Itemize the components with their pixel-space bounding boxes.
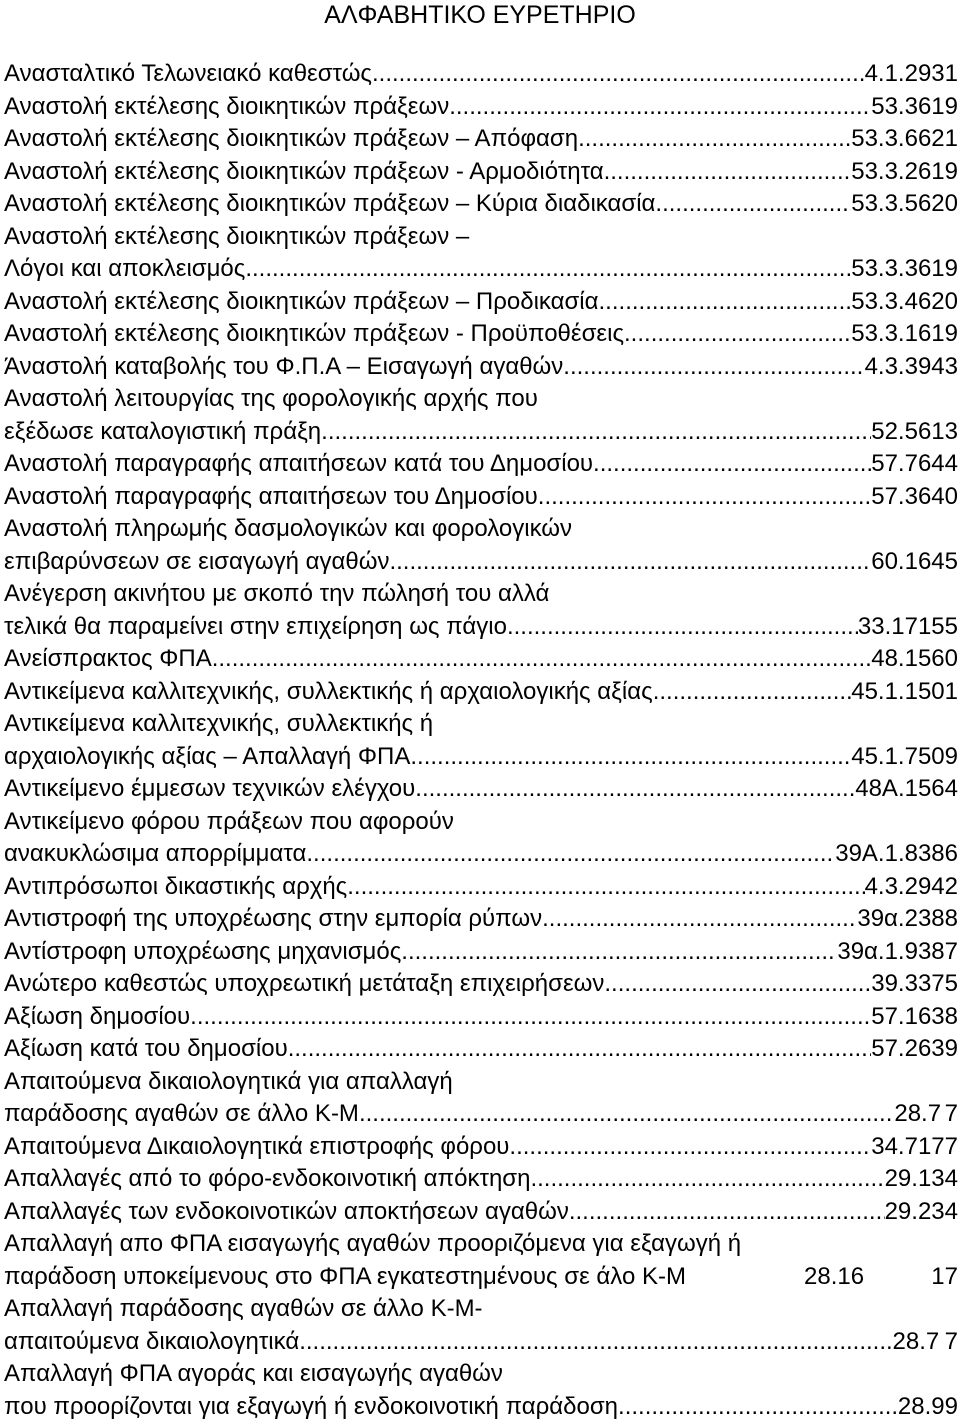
index-term: Αντίστροφη υποχρέωσης μηχανισμός [4,936,401,969]
index-entry-final-line [4,1326,958,1359]
index-term: Αντικείμενα καλλιτεχνικής, συλλεκτικής ή αρχαιολογικής αξίας [4,676,653,709]
section-ref: 39Α.1.8 [835,838,918,871]
section-ref: 34.7 [871,1131,918,1164]
index-term: Αντιστροφή της υποχρέωσης στην εμπορία ρύπων [4,903,542,936]
leader-dots [288,1033,872,1066]
leader-dots [563,351,864,384]
page-number: 619 [918,156,958,189]
index-term: Απαιτούμενα Δικαιολογητικά επιστροφής φόρου [4,1131,509,1164]
section-ref: 57.7 [871,448,918,481]
index-entry-final-line [4,448,958,481]
section-ref: 33.17 [858,611,918,644]
index-entry-line [4,1066,958,1099]
section-ref: 53.3.1 [851,318,918,351]
index-term: Αναστολή εκτέλεσης διοικητικών πράξεων - Αρμοδιότητα [4,156,604,189]
index-term: Αναστολή παραγραφής απαιτήσεων κατά του Δημοσίου [4,448,593,481]
section-ref: 45.1.1 [851,676,918,709]
index-entry [4,708,958,773]
section-ref: 39α.1.9 [837,936,918,969]
index-entry [4,58,958,91]
index-entry-final-line [4,643,958,676]
index-entry-final-line [4,546,958,579]
index-entry [4,806,958,871]
page-number: 639 [918,1033,958,1066]
section-ref: 53.3.5 [851,188,918,221]
index-entry [4,286,958,319]
index-term: Αναστολή εκτέλεσης διοικητικών πράξεων – Απόφαση [4,123,578,156]
leader-dots [410,741,851,774]
section-ref: 28.9 [898,1391,945,1423]
leader-dots [569,1196,885,1229]
page-number: 34 [931,1163,958,1196]
index-entry [4,188,958,221]
index-entry-line [4,708,958,741]
index-entry-line [4,578,958,611]
page-number: 177 [918,1131,958,1164]
index-entry-final-line [4,58,958,91]
index-entry-final-line [4,286,958,319]
leader-dots [604,968,871,1001]
leader-dots [530,1163,884,1196]
section-ref: 45.1.7 [851,741,918,774]
index-entry [4,1001,958,1034]
page-number: 34 [931,1196,958,1229]
leader-dots [401,936,837,969]
index-term: Αξίωση δημοσίου [4,1001,190,1034]
index-entry [4,513,958,578]
index-entry [4,221,958,286]
index-term: Αναστολή εκτέλεσης διοικητικών πράξεων - Προϋποθέσεις [4,318,624,351]
section-ref: 4.3.2 [865,871,918,904]
index-entry-line [4,1228,958,1261]
page-number: 942 [918,871,958,904]
page-number: 943 [918,351,958,384]
index-entry-final-line [4,936,958,969]
index-entry-final-line [4,968,958,1001]
section-ref: 4.1.2 [865,58,918,91]
index-entry [4,1131,958,1164]
section-ref: 39.3 [871,968,918,1001]
leader-dots [653,676,852,709]
section-ref: 28.7 [894,1098,941,1131]
index-entry-final-line [4,741,958,774]
page-number: 619 [918,91,958,124]
index-entry-final-line [4,1163,958,1196]
index-term: Απαιτούμενα δικαιολογητικά για απαλλαγή [4,1068,453,1095]
index-term: Λόγοι και αποκλεισμός [4,253,245,286]
index-entry [4,448,958,481]
index-entry [4,123,958,156]
page-number: 640 [918,481,958,514]
page-number: 501 [918,676,958,709]
index-term: Ανασταλτικό Τελωνειακό καθεστώς [4,58,372,91]
index-term: Αναστολή παραγραφής απαιτήσεων του Δημοσίου [4,481,538,514]
index-term: τελικά θα παραμείνει στην επιχείρηση ως πάγιο [4,611,507,644]
index-entry [4,1228,958,1293]
index-entry-line [4,1358,958,1391]
index-term: Αναστολή εκτέλεσης διοικητικών πράξεων [4,91,449,124]
index-entry-final-line [4,351,958,384]
section-ref: 4.3.3 [865,351,918,384]
section-ref: 28.16 [804,1261,904,1294]
index-entry-line [4,383,958,416]
index-entry [4,156,958,189]
section-ref: 53.3.4 [851,286,918,319]
leader-dots [347,871,864,904]
leader-dots [542,903,857,936]
index-term: επιβαρύνσεων σε εισαγωγή αγαθών [4,546,389,579]
index-entry-final-line [4,416,958,449]
index-entry-final-line [4,676,958,709]
page-number: 388 [918,903,958,936]
index-entry [4,1033,958,1066]
index-term: απαιτούμενα δικαιολογητικά [4,1326,299,1359]
section-ref: 48.1 [871,643,918,676]
index-term: Αξίωση κατά του δημοσίου [4,1033,288,1066]
index-term: Ανείσπρακτος ΦΠΑ [4,643,212,676]
leader-dots [415,773,855,806]
leader-dots [599,286,852,319]
leader-dots [593,448,871,481]
index-term: Ανέγερση ακινήτου με σκοπό την πώλησή του αλλά [4,580,549,607]
section-ref: 52.5 [871,416,918,449]
leader-dots [538,481,871,514]
index-entry [4,1293,958,1358]
page-number: 620 [918,188,958,221]
index-entry [4,936,958,969]
index-term: παράδοσης αγαθών σε άλλο Κ-Μ [4,1098,359,1131]
index-entry [4,676,958,709]
index-term: Άναστολή καταβολής του Φ.Π.Α – Εισαγωγή αγαθών [4,351,563,384]
index-term: Αναστολή λειτουργίας της φορολογικής αρχής που [4,385,538,412]
index-term: αρχαιολογικής αξίας – Απαλλαγή ΦΠΑ [4,741,410,774]
index-term: Αντικείμενα καλλιτεχνικής, συλλεκτικής ή [4,710,433,737]
index-term: Αναστολή εκτέλεσης διοικητικών πράξεων – Προδικασία [4,286,599,319]
index-term: που προορίζονται για εξαγωγή ή ενδοκοινοτική παράδοση [4,1391,618,1423]
index-entry-line [4,513,958,546]
index-term: Απαλλαγή απο ΦΠΑ εισαγωγής αγαθών προοριζόμενα για εξαγωγή ή [4,1230,741,1257]
leader-dots [299,1326,892,1359]
index-entry-final-line [4,838,958,871]
index-term: Απαλλαγή παράδοσης αγαθών σε άλλο Κ-Μ- [4,1295,483,1322]
leader-dots [655,188,851,221]
leader-dots [321,416,871,449]
index-entry-final-line [4,481,958,514]
page-number: 619 [918,253,958,286]
leader-dots [389,546,871,579]
index-entry-final-line [4,156,958,189]
index-entry [4,318,958,351]
page-number: 375 [918,968,958,1001]
leader-dots [624,318,851,351]
index-entry-final-line [4,91,958,124]
page-number: 155 [918,611,958,644]
leader-dots [372,58,865,91]
index-term: Αναστολή εκτέλεσης διοικητικών πράξεων – [4,223,469,250]
page-number: 387 [918,936,958,969]
index-entry [4,351,958,384]
index-term: ανακυκλώσιμα απορρίμματα [4,838,306,871]
page-number: 386 [918,838,958,871]
index-entry [4,643,958,676]
leader-dots [604,156,852,189]
index-entry-final-line [4,123,958,156]
page-number: 9 [945,1391,958,1423]
section-ref: 48Α.1 [855,773,918,806]
index-entry [4,1163,958,1196]
index-entry-final-line [4,1098,958,1131]
index-term: παράδοση υποκείμενους στο ΦΠΑ εγκατεστημένους σε άλο Κ-Μ [4,1261,686,1294]
index-entry [4,1066,958,1131]
leader-dots [359,1098,894,1131]
page-number: 560 [918,643,958,676]
index-list [4,58,958,1423]
leader-dots [507,611,858,644]
index-entry-final-line [4,188,958,221]
index-term: Αντιπρόσωποι δικαστικής αρχής [4,871,347,904]
leader-dots [449,91,871,124]
page-number: 619 [918,318,958,351]
section-ref: 53.3 [871,91,918,124]
page-number: 644 [918,448,958,481]
index-term: Ανώτερο καθεστώς υποχρεωτική μετάταξη επιχειρήσεων [4,968,604,1001]
page-title: ΑΛΦΑΒΗΤΙΚΟ ΕΥΡΕΤΗΡΙΟ [0,0,960,30]
index-entry-final-line [4,1033,958,1066]
section-ref: 53.3.2 [851,156,918,189]
page-number: 931 [918,58,958,91]
index-entry [4,1358,958,1423]
section-ref: 53.3.6 [851,123,918,156]
index-entry-final-line [4,773,958,806]
page-number: 613 [918,416,958,449]
index-entry-final-line [4,1261,958,1294]
page-number: 7 [939,1326,958,1359]
index-entry-final-line [4,1391,958,1423]
index-entry [4,91,958,124]
leader-dots [245,253,851,286]
section-ref: 57.2 [871,1033,918,1066]
index-entry-final-line [4,871,958,904]
page-number: 564 [918,773,958,806]
index-term: Απαλλαγή ΦΠΑ αγοράς και εισαγωγής αγαθών [4,1360,503,1387]
section-ref: 29.2 [885,1196,932,1229]
index-term: Αντικείμενο έμμεσων τεχνικών ελέγχου [4,773,415,806]
section-ref: 53.3.3 [851,253,918,286]
page-number: 621 [918,123,958,156]
page-number: 7 [941,1098,958,1131]
index-term: Απαλλαγές των ενδοκοινοτικών αποκτήσεων αγαθών [4,1196,569,1229]
index-entry-final-line [4,611,958,644]
page-number: 620 [918,286,958,319]
index-entry-final-line [4,253,958,286]
index-entry-final-line [4,318,958,351]
page-number: 645 [918,546,958,579]
section-ref: 57.1 [871,1001,918,1034]
leader-dots [212,643,872,676]
section-ref: 60.1 [871,546,918,579]
index-entry-final-line [4,1001,958,1034]
index-entry [4,1196,958,1229]
index-term: Απαλλαγές από το φόρο-ενδοκοινοτική απόκτηση [4,1163,530,1196]
index-entry-final-line [4,1131,958,1164]
index-term: Αναστολή εκτέλεσης διοικητικών πράξεων – Κύρια διαδικασία [4,188,655,221]
page-number: 17 [904,1261,958,1294]
page-number: 638 [918,1001,958,1034]
index-term: Αντικείμενο φόρου πράξεων που αφορούν [4,808,454,835]
section-ref: 28.7 [893,1326,940,1359]
section-ref: 29.1 [885,1163,932,1196]
index-entry-final-line [4,1196,958,1229]
section-ref: 39α.2 [857,903,918,936]
index-term: εξέδωσε καταλογιστική πράξη [4,416,321,449]
leader-dots [578,123,851,156]
index-entry [4,968,958,1001]
index-entry [4,871,958,904]
page-number: 509 [918,741,958,774]
leader-dots [509,1131,871,1164]
index-entry [4,578,958,643]
index-entry-line [4,1293,958,1326]
index-entry [4,903,958,936]
leader-dots [618,1391,898,1423]
leader-dots [190,1001,871,1034]
index-entry-line [4,221,958,254]
index-entry-final-line [4,903,958,936]
index-term: Αναστολή πληρωμής δασμολογικών και φορολογικών [4,515,572,542]
index-entry [4,481,958,514]
index-entry [4,773,958,806]
index-entry [4,383,958,448]
section-ref: 57.3 [871,481,918,514]
index-entry-line [4,806,958,839]
leader-dots [306,838,835,871]
